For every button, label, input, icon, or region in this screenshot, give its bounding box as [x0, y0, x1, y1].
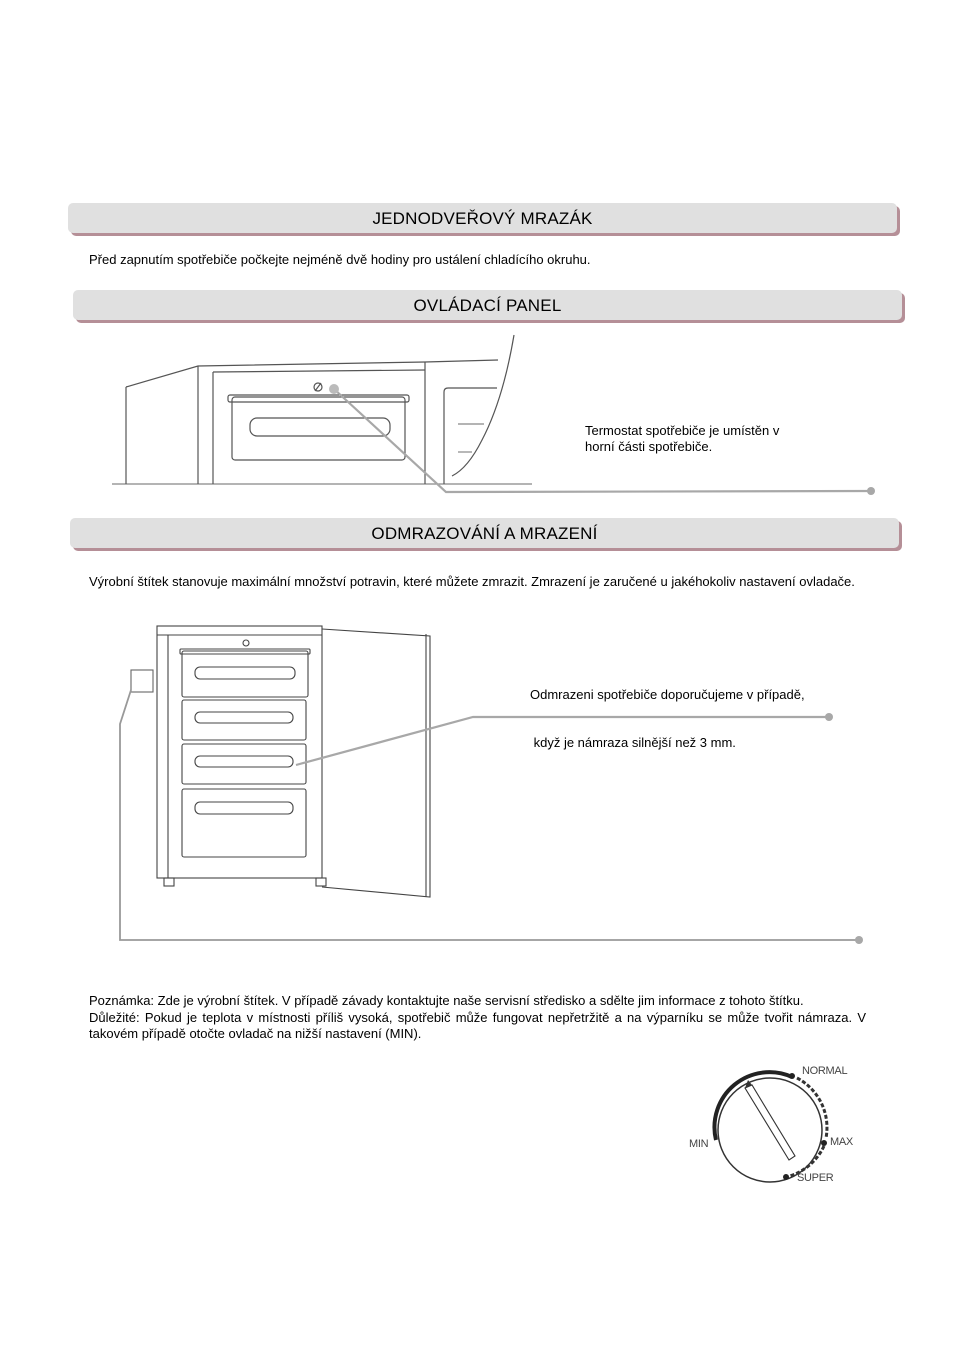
- dial-label-normal: NORMAL: [802, 1065, 848, 1077]
- section-header-control-panel: OVLÁDACÍ PANEL: [73, 290, 902, 320]
- defrost-intro-text: Výrobní štítek stanovuje maximální množství potravin, které můžete zmrazit. Zmrazení je zaručené u jakéhokoliv nastavení ovladače.: [89, 574, 855, 589]
- important-text: Důležité: Pokud je teplota v místnosti příliš vysoká, spotřebič může fungovat nepřetržitě a na výparníku se může tvořit námraza. V takovém případě otočte ovladač na nižší nastavení (MIN).: [89, 1010, 866, 1041]
- defrost-callout: [530, 655, 850, 767]
- freezer-illustration: [131, 626, 430, 897]
- thermostat-callout-line1: Termostat spotřebiče je umístěn v: [585, 423, 780, 438]
- thermostat-callout-line2: horní části spotřebiče.: [585, 439, 713, 454]
- thermostat-end-dot: [867, 487, 875, 495]
- defrost-callout-line2: když je námraza silnější než 3 mm.: [530, 735, 736, 750]
- section-header-defrost: ODMRAZOVÁNÍ A MRAZENÍ: [70, 518, 899, 548]
- dial-label-super: SUPER: [797, 1172, 834, 1184]
- rating-label-end-dot: [855, 936, 863, 944]
- control-panel-illustration: [112, 335, 532, 484]
- section-header-single-door: JEDNODVEŘOVÝ MRAZÁK: [68, 203, 897, 233]
- thermostat-pointer-dot: [329, 384, 339, 394]
- defrost-callout-line1: Odmrazeni spotřebiče doporučujeme v případě,: [530, 687, 805, 702]
- dial-label-min: MIN: [689, 1138, 709, 1150]
- intro-text: Před zapnutím spotřebiče počkejte nejméně dvě hodiny pro ustálení chladícího okruhu.: [89, 252, 591, 267]
- thermostat-dial: [714, 1072, 827, 1182]
- note-text: Poznámka: Zde je výrobní štítek. V případě závady kontaktujte naše servisní středisko a sdělte jim informace z tohoto štítku.: [89, 993, 804, 1008]
- dial-label-max: MAX: [830, 1136, 853, 1148]
- thermostat-callout: [585, 423, 865, 455]
